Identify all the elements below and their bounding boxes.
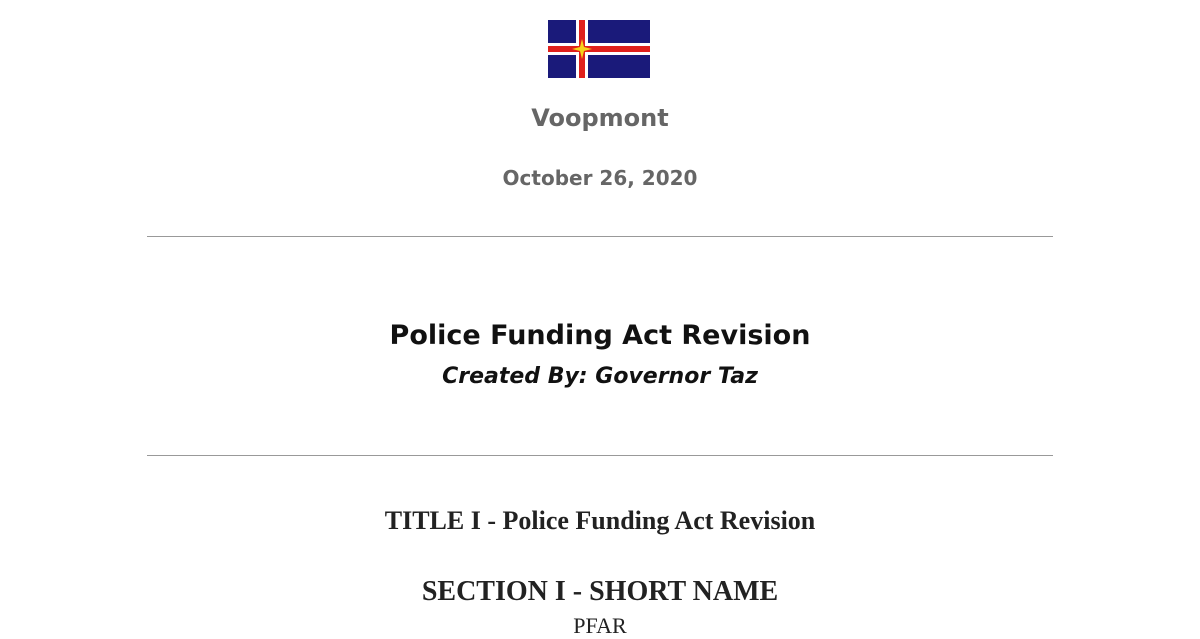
title-divider (147, 455, 1053, 456)
flag-graphic (548, 20, 650, 78)
government-name: Voopmont (531, 104, 669, 132)
document-date: October 26, 2020 (502, 166, 698, 190)
section-heading: SECTION I - SHORT NAME (421, 576, 779, 607)
nation-flag-icon (548, 20, 650, 78)
document-title: Police Funding Act Revision (389, 320, 811, 351)
header-divider (147, 236, 1053, 237)
document-author: Created By: Governor Taz (442, 364, 758, 389)
section-text: PFAR (573, 613, 627, 638)
flag-cross-horizontal-inner (548, 46, 650, 52)
title-heading: TITLE I - Police Funding Act Revision (384, 506, 816, 535)
